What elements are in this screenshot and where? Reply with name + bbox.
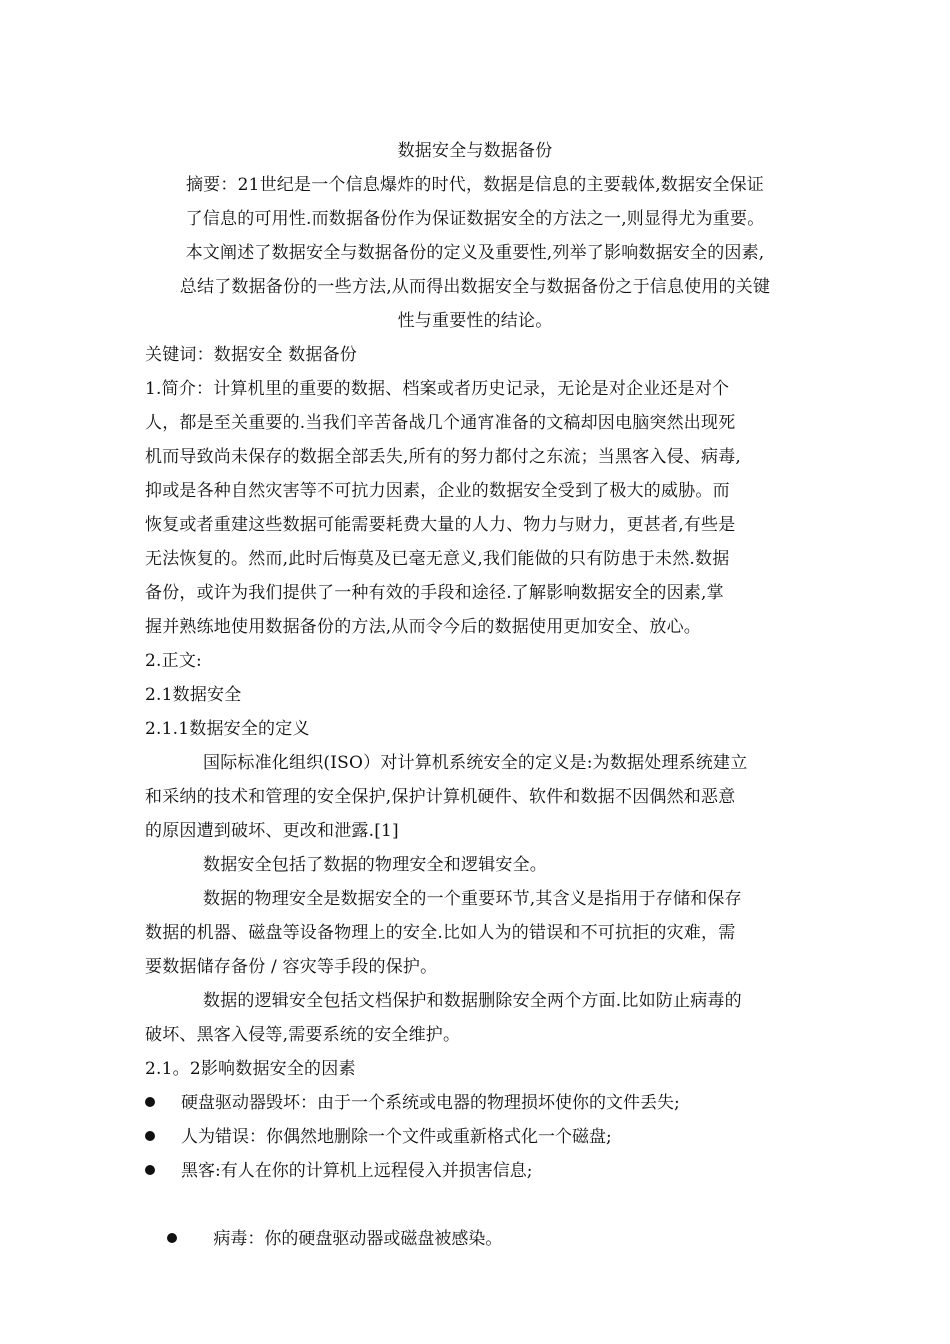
bullet-icon [145,1131,155,1141]
bullet-icon [145,1165,155,1175]
includes-paragraph: 数据安全包括了数据的物理安全和逻辑安全。 [203,855,547,875]
intro-line: 恢复或者重建这些数据可能需要耗费大量的人力、物力与财力，更甚者,有些是 [145,515,736,535]
intro-line: 无法恢复的。然而,此时后悔莫及已毫无意义,我们能做的只有防患于未然.数据 [145,549,730,569]
logical-security-line: 破坏、黑客入侵等,需要系统的安全维护。 [145,1025,461,1045]
keywords-line: 关键词：数据安全 数据备份 [145,345,358,365]
intro-line: 备份，或许为我们提供了一种有效的手段和途径.了解影响数据安全的因素,掌 [145,583,724,603]
section-heading-2-1-2: 2.1。2影响数据安全的因素 [145,1059,356,1079]
list-item-text: 黑客:有人在你的计算机上远程侵入并损害信息; [181,1161,533,1181]
list-item [145,1120,612,1154]
intro-line: 1.简介：计算机里的重要的数据、档案或者历史记录，无论是对企业还是对个 [145,379,730,399]
section-heading-2: 2.正文: [145,651,202,671]
abstract-line: 摘要：21世纪是一个信息爆炸的时代，数据是信息的主要载体,数据安全保证 [185,175,765,195]
definition-line: 的原因遭到破坏、更改和泄露.[1] [145,821,399,841]
intro-line: 人，都是至关重要的.当我们辛苦备战几个通宵准备的文稿却因电脑突然出现死 [145,413,736,433]
document-title: 数据安全与数据备份 [397,141,553,161]
list-item [145,1154,532,1188]
abstract-line: 总结了数据备份的一些方法,从而得出数据安全与数据备份之于信息使用的关键 [179,277,771,297]
definition-line: 国际标准化组织(ISO）对计算机系统安全的定义是:为数据处理系统建立 [203,753,748,773]
intro-line: 抑或是各种自然灾害等不可抗力因素，企业的数据安全受到了极大的威胁。而 [145,481,730,501]
abstract-line: 性与重要性的结论。 [397,311,553,331]
logical-security-line: 数据的逻辑安全包括文档保护和数据删除安全两个方面.比如防止病毒的 [203,991,742,1011]
physical-security-line: 数据的物理安全是数据安全的一个重要环节,其含义是指用于存储和保存 [203,889,742,909]
bullet-icon [145,1097,155,1107]
list-item [145,1086,680,1120]
definition-line: 和采纳的技术和管理的安全保护,保护计算机硬件、软件和数据不因偶然和恶意 [145,787,736,807]
section-heading-2-1-1: 2.1.1数据安全的定义 [145,719,310,739]
physical-security-line: 数据的机器、磁盘等设备物理上的安全.比如人为的错误和不可抗拒的灾难，需 [145,923,736,943]
intro-line: 握并熟练地使用数据备份的方法,从而令今后的数据使用更加安全、放心。 [145,617,702,637]
section-heading-2-1: 2.1数据安全 [145,685,242,705]
list-item-text: 病毒：你的硬盘驱动器或磁盘被感染。 [202,1229,503,1249]
abstract-line: 了信息的可用性.而数据备份作为保证数据安全的方法之一,则显得尤为重要。 [185,209,765,229]
abstract-line: 本文阐述了数据安全与数据备份的定义及重要性,列举了影响数据安全的因素, [185,243,765,263]
physical-security-line: 要数据储存备份 / 容灾等手段的保护。 [145,957,438,977]
list-item-text: 硬盘驱动器毁坏：由于一个系统或电器的物理损坏使你的文件丢失; [181,1093,680,1113]
list-item-text: 人为错误：你偶然地删除一个文件或重新格式化一个磁盘; [181,1127,612,1147]
list-item [145,1188,503,1249]
intro-line: 机而导致尚未保存的数据全部丢失,所有的努力都付之东流；当黑客入侵、病毒, [145,447,742,467]
bullet-icon [167,1233,177,1243]
